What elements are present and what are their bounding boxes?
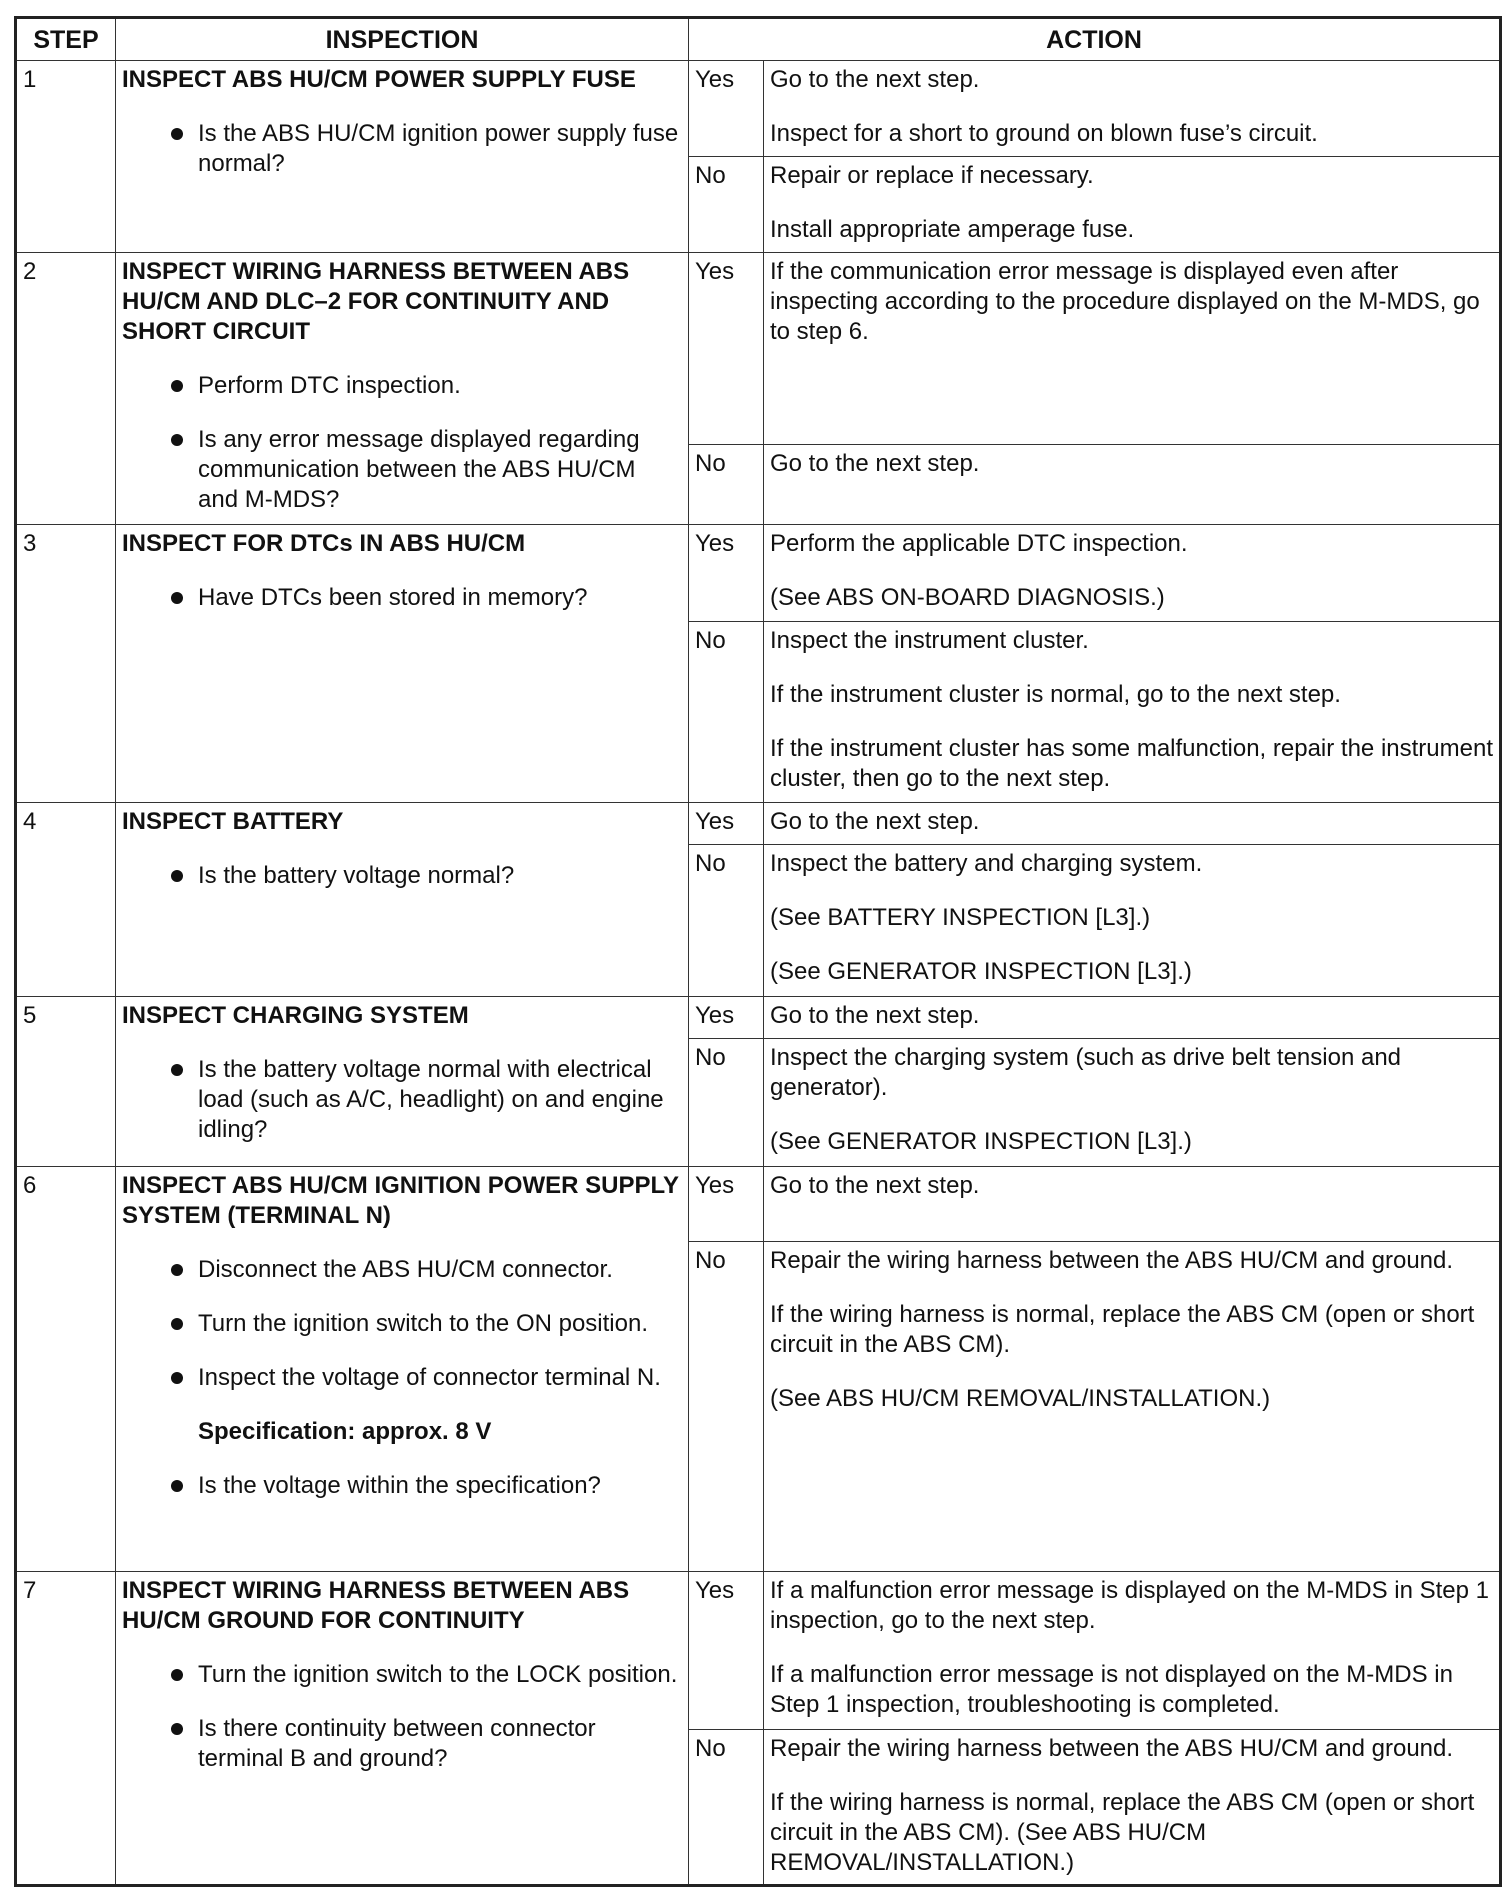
step-1-inspection xyxy=(116,61,689,253)
bullet-text: Is the battery voltage normal with electrical load (such as A/C, headlight) on and engine idling? xyxy=(198,1056,664,1143)
bullet-item xyxy=(122,1660,682,1690)
bullet-text: Is there continuity between connector terminal B and ground? xyxy=(198,1715,596,1772)
step-number: 5 xyxy=(16,997,116,1167)
yes-action xyxy=(764,1572,1501,1730)
bullet-text: Have DTCs been stored in memory? xyxy=(198,584,588,611)
inspection-title: INSPECT CHARGING SYSTEM xyxy=(122,1002,469,1029)
action-text: If the instrument cluster is normal, go to the next step. xyxy=(770,681,1341,708)
yes-action xyxy=(764,61,1501,157)
bullet-text: Disconnect the ABS HU/CM connector. xyxy=(198,1256,613,1283)
step-4-inspection xyxy=(116,803,689,997)
action-text: If the wiring harness is normal, replace the ABS CM (open or short circuit in the ABS CM). xyxy=(770,1301,1475,1358)
action-text: Inspect for a short to ground on blown fuse’s circuit. xyxy=(770,120,1318,147)
step-number: 6 xyxy=(16,1167,116,1572)
action-text: Inspect the charging system (such as drive belt tension and generator). xyxy=(770,1044,1402,1101)
action-text: Inspect the instrument cluster. xyxy=(770,627,1089,654)
bullet-icon xyxy=(171,380,183,392)
bullet-item xyxy=(122,583,682,613)
yes-action xyxy=(764,525,1501,622)
yes-label: Yes xyxy=(689,1572,764,1730)
no-action xyxy=(764,1242,1501,1572)
bullet-item xyxy=(122,425,682,515)
bullet-icon xyxy=(171,1372,183,1384)
step-number: 3 xyxy=(16,525,116,803)
header-row xyxy=(16,18,1501,61)
bullet-icon xyxy=(171,434,183,446)
action-text: If a malfunction error message is not displayed on the M-MDS in Step 1 inspection, troubleshooting is completed. xyxy=(770,1661,1453,1718)
action-text: Go to the next step. xyxy=(770,1172,980,1199)
step-number: 2 xyxy=(16,253,116,525)
yes-label: Yes xyxy=(689,1167,764,1242)
action-text: If the communication error message is displayed even after inspecting according to the procedure displayed on the M-MDS, go to step 6. xyxy=(770,258,1480,345)
bullet-icon xyxy=(171,1064,183,1076)
bullet-icon xyxy=(171,1480,183,1492)
yes-label: Yes xyxy=(689,803,764,845)
no-action xyxy=(764,445,1501,525)
bullet-item xyxy=(122,1714,682,1774)
action-text: If a malfunction error message is displayed on the M-MDS in Step 1 inspection, go to the next step. xyxy=(770,1577,1489,1634)
inspection-title: INSPECT WIRING HARNESS BETWEEN ABS HU/CM AND DLC–2 FOR CONTINUITY AND SHORT CIRCUIT xyxy=(122,258,630,345)
action-text: (See GENERATOR INSPECTION [L3].) xyxy=(770,958,1192,985)
bullet-text: Turn the ignition switch to the ON position. xyxy=(198,1310,648,1337)
step-3-inspection xyxy=(116,525,689,803)
action-text: (See ABS ON-BOARD DIAGNOSIS.) xyxy=(770,584,1165,611)
bullet-item xyxy=(122,1309,682,1339)
action-text: Go to the next step. xyxy=(770,66,980,93)
header-step: STEP xyxy=(16,18,116,61)
step-5-yes-row xyxy=(16,997,1501,1039)
no-action xyxy=(764,1039,1501,1167)
bullet-icon xyxy=(171,1264,183,1276)
no-action xyxy=(764,1730,1501,1886)
step-3-yes-row xyxy=(16,525,1501,622)
no-label: No xyxy=(689,1039,764,1167)
bullet-text: Inspect the voltage of connector terminal N. xyxy=(198,1364,661,1391)
no-label: No xyxy=(689,1242,764,1572)
action-text: Inspect the battery and charging system. xyxy=(770,850,1203,877)
inspection-table xyxy=(14,16,1502,1887)
yes-action xyxy=(764,997,1501,1039)
step-7-inspection xyxy=(116,1572,689,1886)
no-action xyxy=(764,622,1501,803)
yes-label: Yes xyxy=(689,61,764,157)
bullet-text: Turn the ignition switch to the LOCK position. xyxy=(198,1661,678,1688)
step-4-yes-row xyxy=(16,803,1501,845)
no-action xyxy=(764,845,1501,997)
bullet-item xyxy=(122,1255,682,1285)
step-6-inspection xyxy=(116,1167,689,1572)
no-label: No xyxy=(689,157,764,253)
step-6-yes-row xyxy=(16,1167,1501,1242)
bullet-item xyxy=(122,1363,682,1393)
action-text: (See ABS HU/CM REMOVAL/INSTALLATION.) xyxy=(770,1385,1271,1412)
inspection-title: INSPECT ABS HU/CM IGNITION POWER SUPPLY SYSTEM (TERMINAL N) xyxy=(122,1172,679,1229)
bullet-item xyxy=(122,1055,682,1145)
action-text: (See GENERATOR INSPECTION [L3].) xyxy=(770,1128,1192,1155)
action-text: Repair the wiring harness between the ABS HU/CM and ground. xyxy=(770,1247,1454,1274)
action-text: Install appropriate amperage fuse. xyxy=(770,216,1135,243)
inspection-title: INSPECT FOR DTCs IN ABS HU/CM xyxy=(122,530,526,557)
no-label: No xyxy=(689,622,764,803)
yes-label: Yes xyxy=(689,253,764,445)
inspection-title: INSPECT ABS HU/CM POWER SUPPLY FUSE xyxy=(122,66,636,93)
no-label: No xyxy=(689,445,764,525)
step-5-inspection xyxy=(116,997,689,1167)
action-text: Go to the next step. xyxy=(770,808,980,835)
step-7-yes-row xyxy=(16,1572,1501,1730)
bullet-icon xyxy=(171,1318,183,1330)
yes-label: Yes xyxy=(689,997,764,1039)
step-1-yes-row xyxy=(16,61,1501,157)
bullet-text: Is the battery voltage normal? xyxy=(198,862,515,889)
action-text: Repair or replace if necessary. xyxy=(770,162,1094,189)
action-text: Go to the next step. xyxy=(770,1002,980,1029)
yes-label: Yes xyxy=(689,525,764,622)
bullet-item xyxy=(122,861,682,891)
bullet-icon xyxy=(171,1723,183,1735)
step-2-inspection xyxy=(116,253,689,525)
step-number: 4 xyxy=(16,803,116,997)
bullet-item xyxy=(122,119,682,179)
yes-action xyxy=(764,1167,1501,1242)
action-text: Perform the applicable DTC inspection. xyxy=(770,530,1188,557)
no-label: No xyxy=(689,845,764,997)
action-text: If the instrument cluster has some malfunction, repair the instrument cluster, then go to the next step. xyxy=(770,735,1493,792)
yes-action xyxy=(764,803,1501,845)
action-text: If the wiring harness is normal, replace the ABS CM (open or short circuit in the ABS CM). (See ABS HU/CM REMOVAL/INSTALLATION.) xyxy=(770,1789,1475,1876)
yes-action xyxy=(764,253,1501,445)
bullet-item xyxy=(122,1471,682,1501)
no-action xyxy=(764,157,1501,253)
header-action: ACTION xyxy=(689,18,1501,61)
action-text: (See BATTERY INSPECTION [L3].) xyxy=(770,904,1151,931)
specification-text: Specification: approx. 8 V xyxy=(198,1418,492,1445)
bullet-icon xyxy=(171,870,183,882)
bullet-text: Is the voltage within the specification? xyxy=(198,1472,601,1499)
inspection-title: INSPECT WIRING HARNESS BETWEEN ABS HU/CM GROUND FOR CONTINUITY xyxy=(122,1577,630,1634)
action-text: Repair the wiring harness between the ABS HU/CM and ground. xyxy=(770,1735,1454,1762)
header-inspection: INSPECTION xyxy=(116,18,689,61)
step-2-yes-row xyxy=(16,253,1501,445)
action-text: Go to the next step. xyxy=(770,450,980,477)
bullet-icon xyxy=(171,592,183,604)
no-label: No xyxy=(689,1730,764,1886)
bullet-icon xyxy=(171,128,183,140)
inspection-title: INSPECT BATTERY xyxy=(122,808,344,835)
bullet-text: Is the ABS HU/CM ignition power supply fuse normal? xyxy=(198,120,679,177)
bullet-item xyxy=(122,371,682,401)
step-number: 7 xyxy=(16,1572,116,1886)
bullet-text: Is any error message displayed regarding communication between the ABS HU/CM and M-MDS? xyxy=(198,426,640,513)
step-number: 1 xyxy=(16,61,116,253)
bullet-text: Perform DTC inspection. xyxy=(198,372,461,399)
bullet-icon xyxy=(171,1669,183,1681)
